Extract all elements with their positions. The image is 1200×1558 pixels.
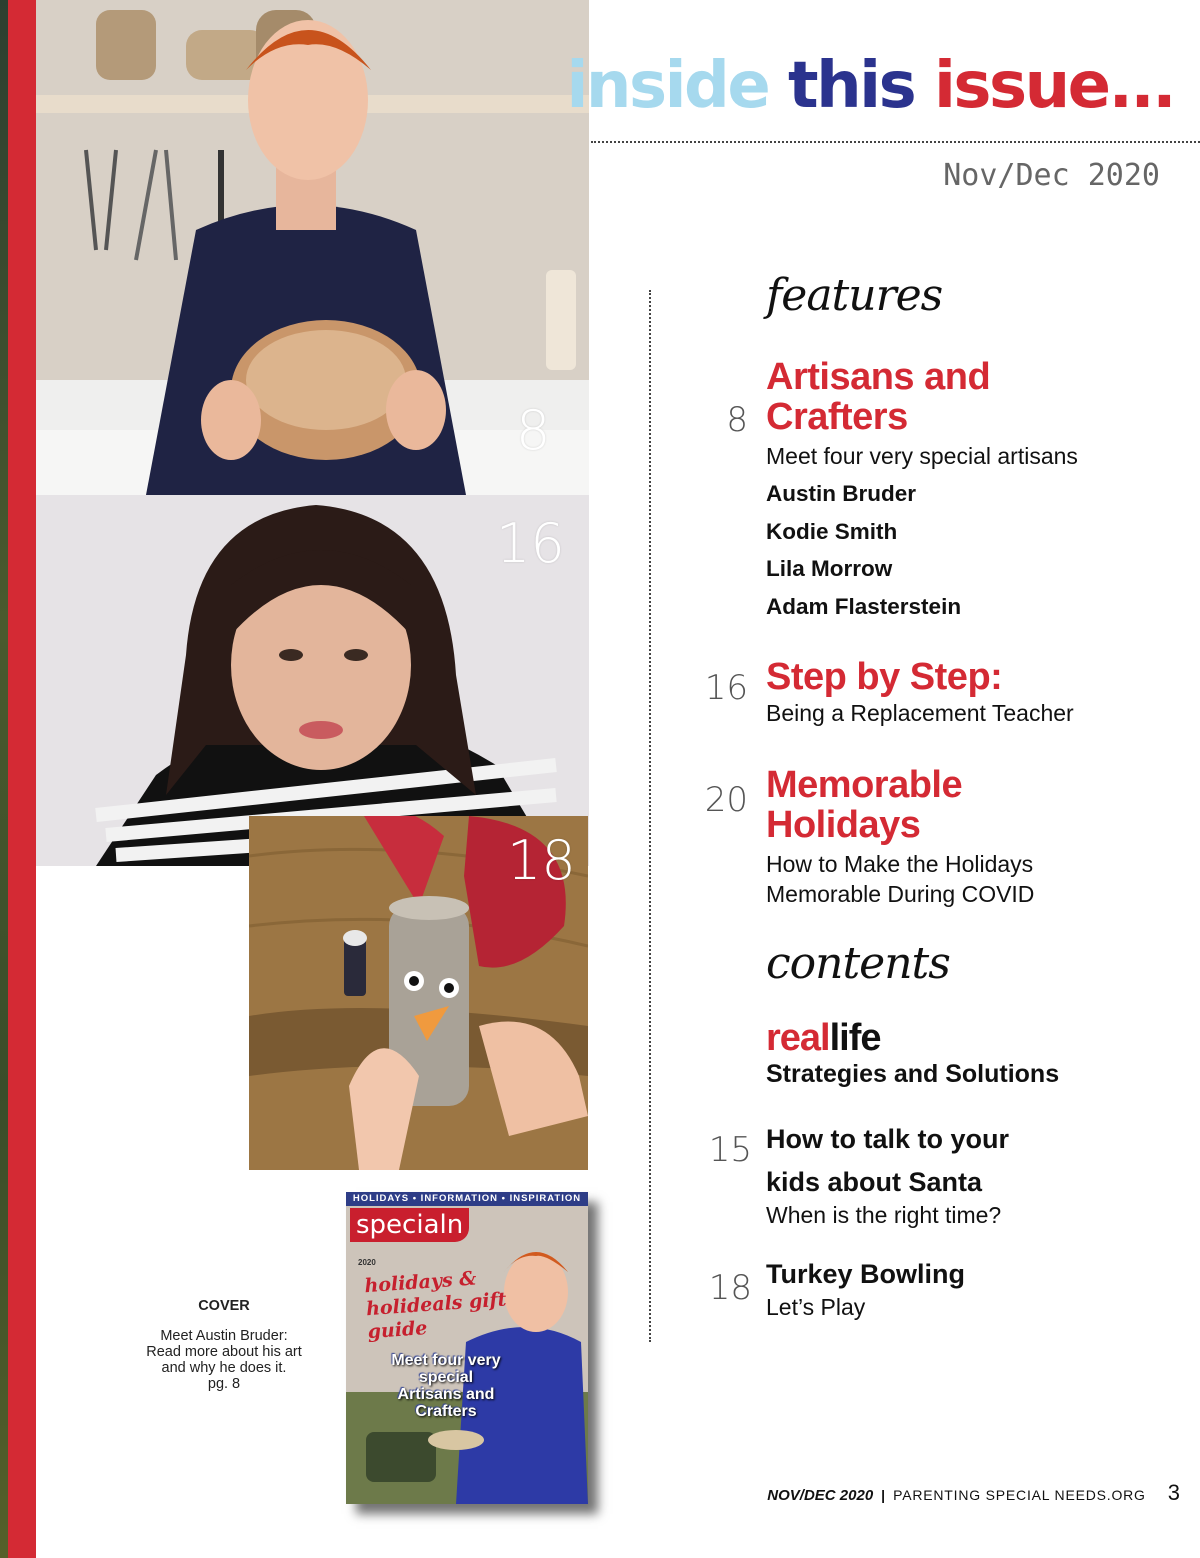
- issue-date: Nov/Dec 2020: [943, 158, 1160, 193]
- section-life-word: life: [829, 1017, 881, 1059]
- artisan-name: Adam Flasterstein: [766, 594, 962, 619]
- feature-page-number: 16: [704, 668, 748, 708]
- features-heading: features: [766, 270, 943, 321]
- feature-title-line: Crafters: [766, 396, 908, 438]
- footer-site: PARENTING SPECIAL NEEDS.ORG: [893, 1487, 1146, 1503]
- photo-girl-grimacing: [36, 495, 589, 866]
- contents-title[interactable]: Turkey Bowling: [766, 1259, 966, 1289]
- contents-page-number: 15: [708, 1130, 752, 1170]
- feature-page-number: 20: [704, 780, 748, 820]
- feature-title-line: Memorable: [766, 764, 963, 806]
- artisan-name: Lila Morrow: [766, 556, 893, 581]
- vertical-divider: [649, 290, 651, 1342]
- contents-title-line: How to talk to your: [766, 1124, 1009, 1154]
- contents-title-line: kids about Santa: [766, 1167, 983, 1197]
- cover-caption-title: COVER: [198, 1298, 250, 1314]
- photo1-page-number: 8: [516, 399, 551, 462]
- header-divider: [591, 141, 1200, 143]
- title-word-inside: inside: [566, 49, 769, 123]
- cover-thumb-brand: specialn: [350, 1208, 469, 1242]
- cover-caption-line: and why he does it.: [161, 1360, 287, 1376]
- cover-thumbnail[interactable]: [346, 1192, 588, 1504]
- contents-page-number: 18: [708, 1268, 752, 1308]
- feature-subtitle: Memorable During COVID: [766, 881, 1035, 907]
- section-subtitle: Strategies and Solutions: [766, 1060, 1060, 1088]
- feature-subtitle: How to Make the Holidays: [766, 851, 1034, 877]
- left-edge-photo-strip: [0, 0, 8, 1558]
- cover-caption: [120, 1298, 328, 1392]
- artisan-name: Austin Bruder: [766, 481, 917, 506]
- footer-date: NOV/DEC 2020: [767, 1487, 874, 1504]
- photo2-page-number: 16: [496, 512, 565, 575]
- footer-page-number: 3: [1167, 1480, 1180, 1505]
- feature-title-line: Holidays: [766, 804, 921, 846]
- cover-caption-page: pg. 8: [207, 1376, 241, 1392]
- title-word-this: this: [788, 49, 915, 123]
- cover-caption-line: Read more about his art: [146, 1344, 302, 1360]
- section-real-word: real: [766, 1017, 830, 1059]
- footer-separator: |: [881, 1487, 886, 1503]
- cover-caption-line: Meet Austin Bruder:: [160, 1328, 288, 1344]
- cover-thumb-year: 2020: [358, 1258, 376, 1267]
- photo3-page-number: 18: [507, 829, 576, 892]
- section-real-life: [766, 1018, 881, 1058]
- feature-title[interactable]: Step by Step:: [766, 656, 1003, 698]
- left-red-bar: [8, 0, 36, 1558]
- page-footer: [767, 1480, 1180, 1506]
- photo-boy-with-bowl: [36, 0, 589, 495]
- cover-thumb-headline: holidays & holideals gift guide: [363, 1267, 508, 1344]
- photo-boy-illustration: [36, 0, 589, 495]
- contents-subtitle: When is the right time?: [766, 1202, 1002, 1228]
- cover-thumb-band: HOLIDAYS • INFORMATION • INSPIRATION: [346, 1192, 588, 1206]
- feature-subtitle: Being a Replacement Teacher: [766, 700, 1074, 726]
- feature-title-line: Artisans and: [766, 356, 991, 398]
- page-title: [566, 49, 1174, 123]
- title-word-issue: issue...: [933, 49, 1174, 123]
- contents-subtitle: Let’s Play: [766, 1294, 866, 1320]
- feature-subtitle: Meet four very special artisans: [766, 443, 1078, 469]
- artisan-name: Kodie Smith: [766, 519, 898, 544]
- contents-heading: contents: [766, 938, 950, 989]
- cover-thumb-subtitle: Meet four very special Artisans and Crafters: [391, 1352, 501, 1420]
- feature-title[interactable]: [766, 357, 990, 437]
- photo-turkey-craft: [249, 816, 588, 1170]
- contents-title[interactable]: [766, 1118, 1009, 1204]
- feature-title[interactable]: [766, 765, 962, 845]
- feature-page-number: 8: [726, 400, 748, 440]
